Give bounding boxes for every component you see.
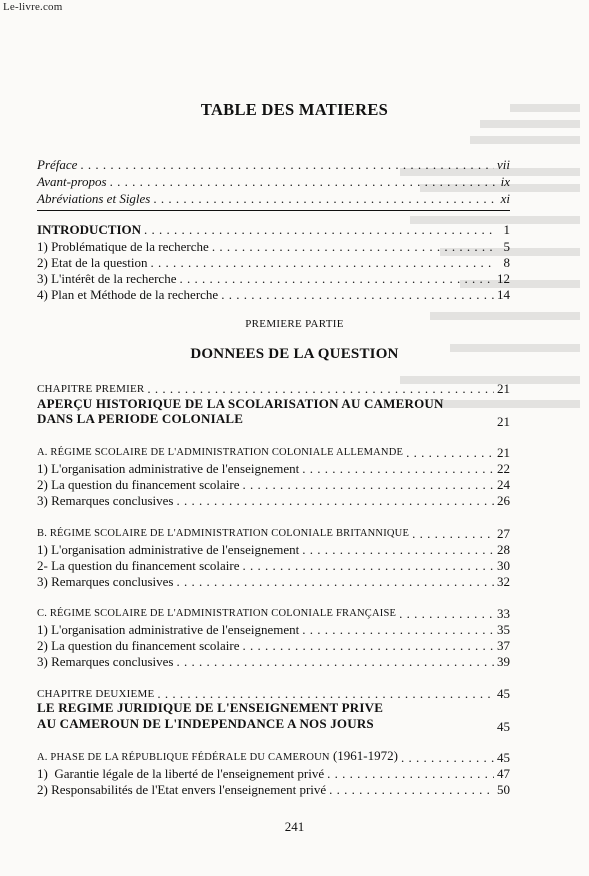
chapter-label: CHAPITRE PREMIER — [37, 383, 145, 395]
toc-entry-label: 1) L'organisation administrative de l'enseignement — [37, 622, 300, 637]
toc-entry-page: 22 — [497, 461, 510, 476]
section-label — [37, 748, 398, 766]
toc-entry-page: 35 — [497, 622, 510, 637]
toc-entry — [37, 255, 510, 271]
chapter-title-line: DANS LA PERIODE COLONIALE — [37, 411, 244, 426]
toc-entry-page: 50 — [497, 782, 510, 797]
leader-dots — [80, 157, 494, 173]
toc-entry-page: 26 — [497, 493, 510, 508]
toc-entry — [37, 239, 510, 255]
toc-entry-label: 2) Responsabilités de l'Etat envers l'enseignement privé — [37, 782, 327, 797]
toc-entry-label: 1) L'organisation administrative de l'enseignement — [37, 542, 300, 557]
toc-entry-introduction — [37, 222, 510, 238]
toc-entry — [37, 477, 510, 493]
toc-entry-label: 4) Plan et Méthode de la recherche — [37, 287, 219, 302]
section-label: C. RÉGIME SCOLAIRE DE L'ADMINISTRATION COLONIALE FRANÇAISE — [37, 608, 397, 619]
page-number: 241 — [284, 819, 305, 834]
chapter-title-line: APERÇU HISTORIQUE DE LA SCOLARISATION AU CAMEROUN — [37, 396, 444, 411]
toc-entry-page: 37 — [497, 638, 510, 653]
toc-entry-page: 32 — [497, 574, 510, 589]
toc-entry — [37, 287, 510, 303]
toc-entry — [37, 766, 510, 782]
leader-dots — [412, 526, 494, 542]
toc-entry — [37, 574, 510, 590]
toc-entry-page: 24 — [497, 477, 510, 492]
leader-dots — [221, 287, 494, 303]
toc-entry — [37, 461, 510, 477]
leader-dots — [302, 622, 494, 638]
divider — [37, 210, 510, 211]
toc-entry-label: INTRODUCTION — [37, 222, 142, 237]
leader-dots — [243, 638, 494, 654]
toc-entry-page: xi — [500, 191, 510, 206]
leader-dots — [176, 574, 494, 590]
toc-entry-avant-propos — [37, 174, 510, 190]
leader-dots — [302, 461, 494, 477]
toc-entry-label: 1) Garantie légale de la liberté de l'enseignement privé — [37, 766, 325, 781]
toc-entry-label: 1) Problématique de la recherche — [37, 239, 209, 254]
leader-dots — [212, 239, 495, 255]
toc-entry-page: 14 — [497, 287, 510, 302]
leader-dots — [147, 381, 494, 397]
leader-dots — [176, 493, 494, 509]
toc-entry — [37, 558, 510, 574]
toc-entry — [37, 271, 510, 287]
toc-entry-page: 45 — [497, 719, 510, 734]
toc-entry — [37, 493, 510, 509]
toc-entry-page: 5 — [503, 239, 510, 254]
toc-entry-page: ix — [500, 174, 510, 189]
toc-entry — [37, 542, 510, 558]
leader-dots — [144, 222, 495, 238]
toc-entry-page: 12 — [497, 271, 510, 286]
toc-section-a2 — [37, 750, 510, 766]
chapter-label: CHAPITRE DEUXIEME — [37, 688, 155, 700]
toc-entry-page: 21 — [497, 445, 510, 460]
toc-entry-page: 21 — [497, 381, 510, 396]
leader-dots — [153, 191, 495, 207]
toc-entry-label: Abréviations et Sigles — [37, 191, 151, 206]
leader-dots — [406, 445, 494, 461]
part-title: DONNEES DE LA QUESTION — [190, 346, 399, 362]
toc-entry-page: 28 — [497, 542, 510, 557]
toc-entry-label: Avant-propos — [37, 174, 107, 189]
toc-entry-page: 21 — [497, 414, 510, 429]
leader-dots — [243, 558, 494, 574]
toc-entry-page: vii — [497, 157, 510, 172]
leader-dots — [179, 271, 494, 287]
toc-entry-label: 2) Etat de la question — [37, 255, 148, 270]
toc-entry-page: 39 — [497, 654, 510, 669]
toc-section-a — [37, 445, 510, 461]
leader-dots — [302, 542, 494, 558]
toc-entry-page: 47 — [497, 766, 510, 781]
toc-entry-page: 1 — [503, 222, 510, 237]
toc-entry-page: 45 — [497, 750, 510, 765]
chapter-title-line: AU CAMEROUN DE L'INDEPENDANCE A NOS JOURS — [37, 716, 374, 731]
toc-entry-label: 2) La question du financement scolaire — [37, 638, 240, 653]
section-label-text: A. PHASE DE LA RÉPUBLIQUE FÉDÉRALE DU CAMEROUN — [37, 752, 330, 763]
toc-entry-label: Préface — [37, 157, 78, 172]
leader-dots — [110, 174, 495, 190]
toc-entry-label: 2) La question du financement scolaire — [37, 477, 240, 492]
toc-section-b — [37, 526, 510, 542]
toc-entry-label: 2- La question du financement scolaire — [37, 558, 240, 573]
toc-title: TABLE DES MATIERES — [200, 100, 389, 119]
watermark-text: Le-livre.com — [3, 1, 63, 13]
toc-entry-label: 3) Remarques conclusives — [37, 654, 174, 669]
toc-entry-preface — [37, 157, 510, 173]
leader-dots — [327, 766, 494, 782]
leader-dots — [150, 255, 495, 271]
toc-entry — [37, 638, 510, 654]
leader-dots — [329, 782, 494, 798]
toc-entry-chapter-1 — [37, 381, 510, 397]
leader-dots — [176, 654, 494, 670]
leader-dots — [399, 606, 494, 622]
leader-dots — [243, 477, 494, 493]
toc-entry — [37, 654, 510, 670]
section-label-dates: (1961-1972) — [329, 748, 398, 763]
leader-dots — [401, 750, 494, 766]
toc-entry-page: 8 — [503, 255, 510, 270]
toc-entry-page: 30 — [497, 558, 510, 573]
part-label: PREMIERE PARTIE — [245, 318, 344, 330]
section-label: B. RÉGIME SCOLAIRE DE L'ADMINISTRATION COLONIALE BRITANNIQUE — [37, 528, 410, 539]
toc-entry — [37, 622, 510, 638]
toc-entry-page: 27 — [497, 526, 510, 541]
chapter-title-line: LE REGIME JURIDIQUE DE L'ENSEIGNEMENT PRIVE — [37, 700, 384, 715]
toc-entry-label: 3) Remarques conclusives — [37, 493, 174, 508]
toc-section-c — [37, 606, 510, 622]
toc-entry-label: 3) L'intérêt de la recherche — [37, 271, 177, 286]
toc-entry-label: 3) Remarques conclusives — [37, 574, 174, 589]
section-label: A. RÉGIME SCOLAIRE DE L'ADMINISTRATION COLONIALE ALLEMANDE — [37, 447, 404, 458]
toc-entry-page: 33 — [497, 606, 510, 621]
toc-entry-abreviations — [37, 191, 510, 207]
toc-entry-page: 45 — [497, 686, 510, 701]
toc-entry-label: 1) L'organisation administrative de l'enseignement — [37, 461, 300, 476]
toc-entry — [37, 782, 510, 798]
